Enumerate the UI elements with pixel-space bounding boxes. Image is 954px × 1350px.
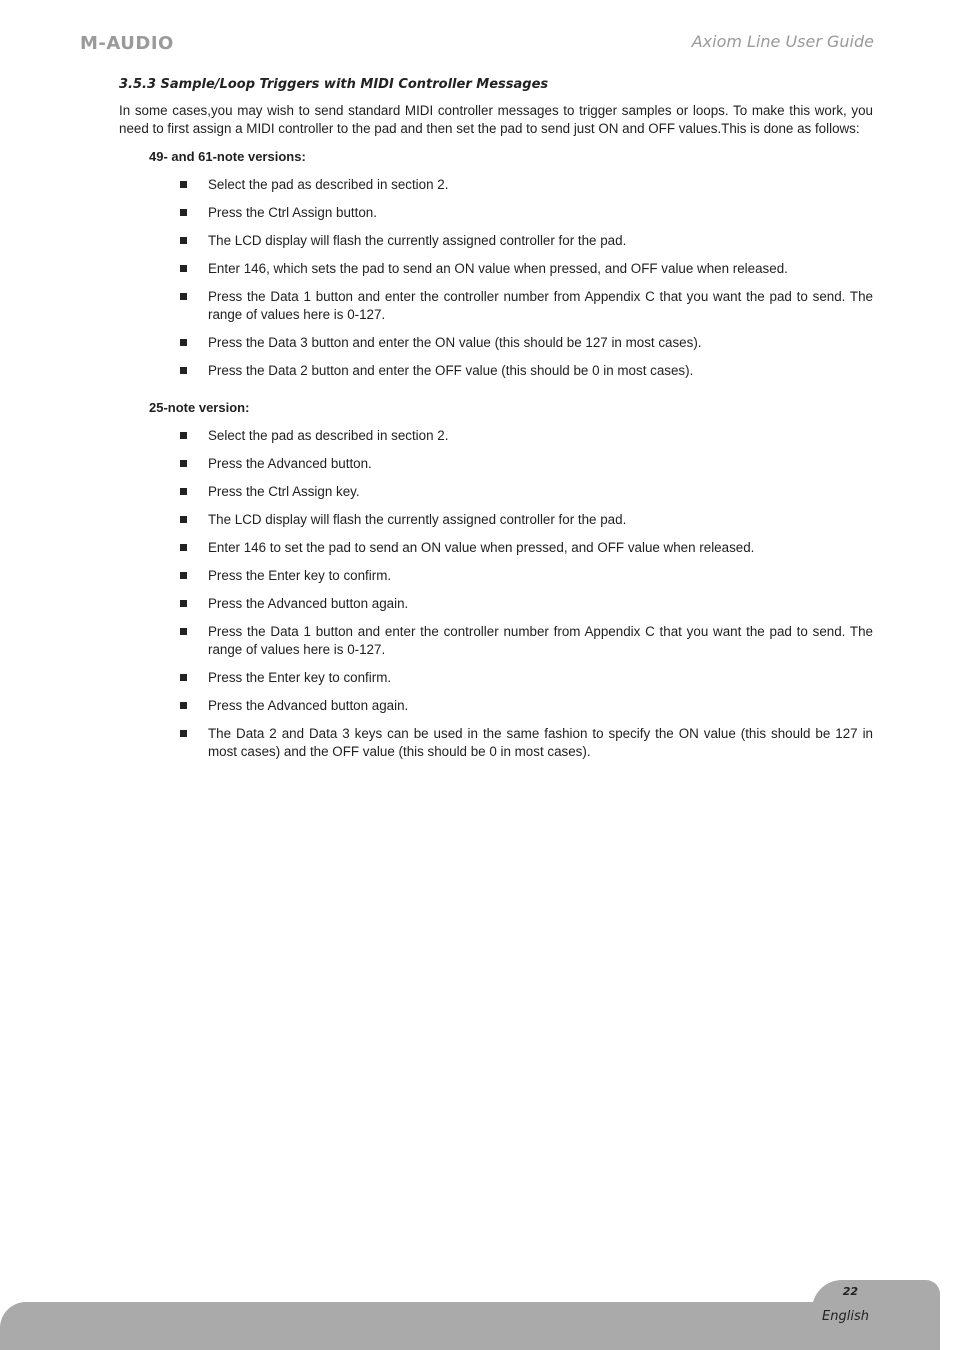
list-item-text: Press the Advanced button again. <box>208 596 409 611</box>
list-item-text: Press the Ctrl Assign button. <box>208 205 377 220</box>
list-item <box>119 260 873 278</box>
square-bullet-icon <box>180 265 187 272</box>
list-item <box>119 697 873 715</box>
list-item-text: Enter 146, which sets the pad to send an ON value when pressed, and OFF value when released. <box>208 261 788 276</box>
list-item <box>119 204 873 222</box>
group-heading: 49- and 61-note versions: <box>149 149 306 164</box>
square-bullet-icon <box>180 600 187 607</box>
list-item <box>119 176 873 194</box>
list-item-text: Select the pad as described in section 2. <box>208 428 449 443</box>
list-item-text: Press the Data 1 button and enter the controller number from Appendix C that you want the pad to send. The range of values here is 0-127. <box>208 289 873 322</box>
list-item <box>119 567 873 585</box>
list-item <box>119 595 873 613</box>
square-bullet-icon <box>180 367 187 374</box>
square-bullet-icon <box>180 516 187 523</box>
list-item <box>119 232 873 250</box>
list-item-text: Select the pad as described in section 2. <box>208 177 449 192</box>
instructions-25-note <box>119 399 873 761</box>
list-item-text: The Data 2 and Data 3 keys can be used in the same fashion to specify the ON value (this should be 127 in most cases) and the OFF value (this should be 0 in most cases). <box>208 726 873 759</box>
brand-logo: M-AUDIO <box>80 33 174 54</box>
list-item <box>119 669 873 687</box>
square-bullet-icon <box>180 181 187 188</box>
footer-page-tab <box>812 1280 940 1310</box>
square-bullet-icon <box>180 339 187 346</box>
list-item <box>119 427 873 445</box>
list-item-text: The LCD display will flash the currently assigned controller for the pad. <box>208 512 627 527</box>
list-item-text: Press the Enter key to confirm. <box>208 568 392 583</box>
group-heading: 25-note version: <box>149 400 250 415</box>
page-content <box>119 76 873 771</box>
square-bullet-icon <box>180 628 187 635</box>
section-title: 3.5.3 Sample/Loop Triggers with MIDI Controller Messages <box>119 77 549 92</box>
square-bullet-icon <box>180 702 187 709</box>
list-item-text: Press the Advanced button again. <box>208 698 409 713</box>
section-intro: In some cases,you may wish to send standard MIDI controller messages to trigger samples or loops. To make this work, you need to first assign a MIDI controller to the pad and then set the pad to send just ON and OFF values.This is done as follows: <box>119 103 873 136</box>
list-item <box>119 725 873 761</box>
square-bullet-icon <box>180 293 187 300</box>
bullet-list <box>119 176 873 380</box>
list-item <box>119 539 873 557</box>
guide-title: Axiom Line User Guide <box>691 32 874 51</box>
footer-bar <box>0 1302 940 1350</box>
list-item <box>119 511 873 529</box>
list-item-text: Press the Advanced button. <box>208 456 372 471</box>
list-item-text: Press the Data 2 button and enter the OFF value (this should be 0 in most cases). <box>208 363 694 378</box>
list-item-text: Press the Data 1 button and enter the controller number from Appendix C that you want the pad to send. The range of values here is 0-127. <box>208 624 873 657</box>
page-number: 22 <box>842 1285 858 1298</box>
square-bullet-icon <box>180 730 187 737</box>
instructions-49-61-note <box>119 148 873 380</box>
list-item-text: Press the Ctrl Assign key. <box>208 484 360 499</box>
list-item <box>119 483 873 501</box>
list-item <box>119 623 873 659</box>
list-item <box>119 334 873 352</box>
list-item-text: The LCD display will flash the currently assigned controller for the pad. <box>208 233 627 248</box>
square-bullet-icon <box>180 674 187 681</box>
list-item-text: Press the Data 3 button and enter the ON value (this should be 127 in most cases). <box>208 335 702 350</box>
square-bullet-icon <box>180 572 187 579</box>
list-item-text: Press the Enter key to confirm. <box>208 670 392 685</box>
bullet-list <box>119 427 873 761</box>
square-bullet-icon <box>180 209 187 216</box>
language-label: English <box>822 1309 869 1324</box>
square-bullet-icon <box>180 237 187 244</box>
list-item <box>119 362 873 380</box>
square-bullet-icon <box>180 432 187 439</box>
square-bullet-icon <box>180 544 187 551</box>
square-bullet-icon <box>180 460 187 467</box>
list-item-text: Enter 146 to set the pad to send an ON value when pressed, and OFF value when released. <box>208 540 755 555</box>
list-item <box>119 288 873 324</box>
square-bullet-icon <box>180 488 187 495</box>
list-item <box>119 455 873 473</box>
